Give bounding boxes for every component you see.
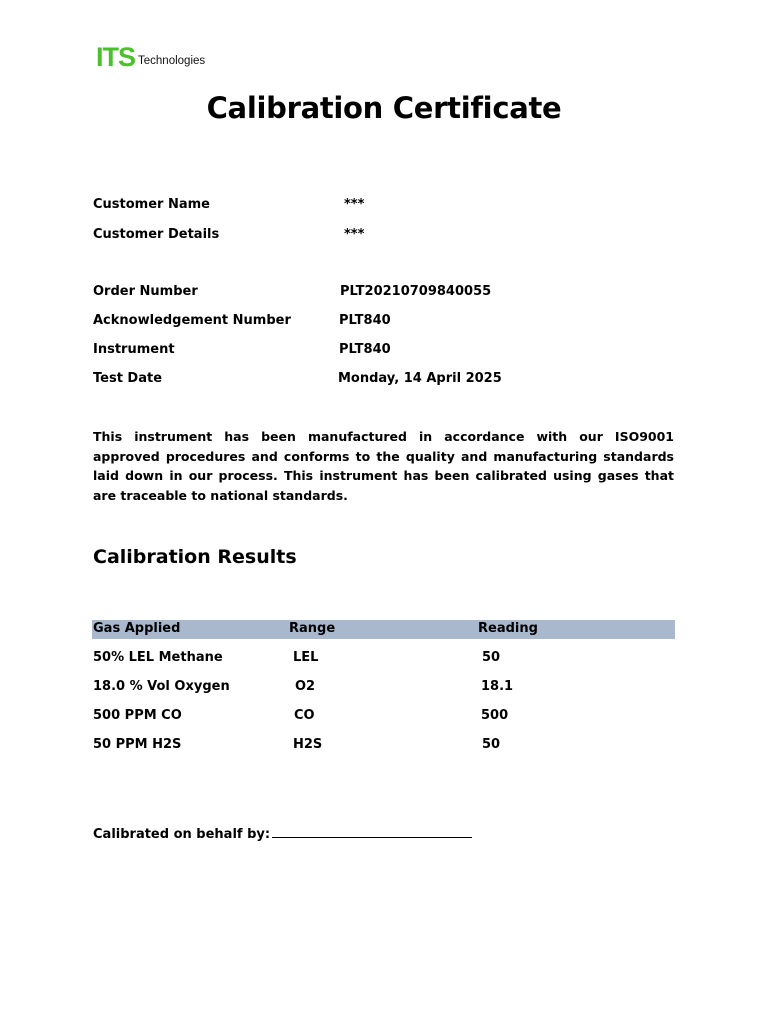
acknowledgement-number-label: Acknowledgement Number (93, 313, 291, 328)
row2-reading: 18.1 (481, 679, 514, 694)
customer-details-label: Customer Details (93, 227, 220, 242)
signature-label: Calibrated on behalf by: (93, 827, 271, 842)
calibration-results-heading: Calibration Results (93, 546, 297, 568)
test-date-label: Test Date (93, 371, 163, 386)
customer-name-value: *** (344, 197, 365, 212)
row2-gas: 18.0 % Vol Oxygen (93, 679, 230, 694)
order-number-value: PLT20210709840055 (340, 284, 492, 299)
page-title: Calibration Certificate (206, 91, 562, 125)
row4-reading: 50 (482, 737, 501, 752)
row1-reading: 50 (482, 650, 501, 665)
test-date-value: Monday, 14 April 2025 (338, 371, 502, 386)
row2-range: O2 (295, 679, 316, 694)
row1-range: LEL (293, 650, 319, 665)
row4-range: H2S (293, 737, 323, 752)
customer-details-value: *** (344, 227, 365, 242)
row4-gas: 50 PPM H2S (93, 737, 182, 752)
compliance-statement: This instrument has been manufactured in accordance with our ISO9001 approved procedures and conforms to the quality and manufacturing standards laid down in our process. This instrument has been calibrated using gases that are traceable to national standards. (93, 429, 674, 503)
order-number-label: Order Number (93, 284, 198, 299)
header-reading: Reading (478, 621, 538, 636)
customer-name-label: Customer Name (93, 197, 210, 212)
header-range: Range (289, 621, 336, 636)
signature-line (93, 823, 472, 844)
acknowledgement-number-value: PLT840 (339, 313, 391, 328)
row3-reading: 500 (481, 708, 509, 723)
company-logo (96, 44, 205, 71)
signature-blank (272, 823, 472, 838)
instrument-label: Instrument (93, 342, 175, 357)
logo-mark: ITS (96, 42, 136, 72)
instrument-value: PLT840 (339, 342, 391, 357)
row1-gas: 50% LEL Methane (93, 650, 223, 665)
row3-gas: 500 PPM CO (93, 708, 182, 723)
logo-company-name: Technologies (138, 55, 206, 67)
row3-range: CO (294, 708, 315, 723)
header-gas-applied: Gas Applied (93, 621, 181, 636)
